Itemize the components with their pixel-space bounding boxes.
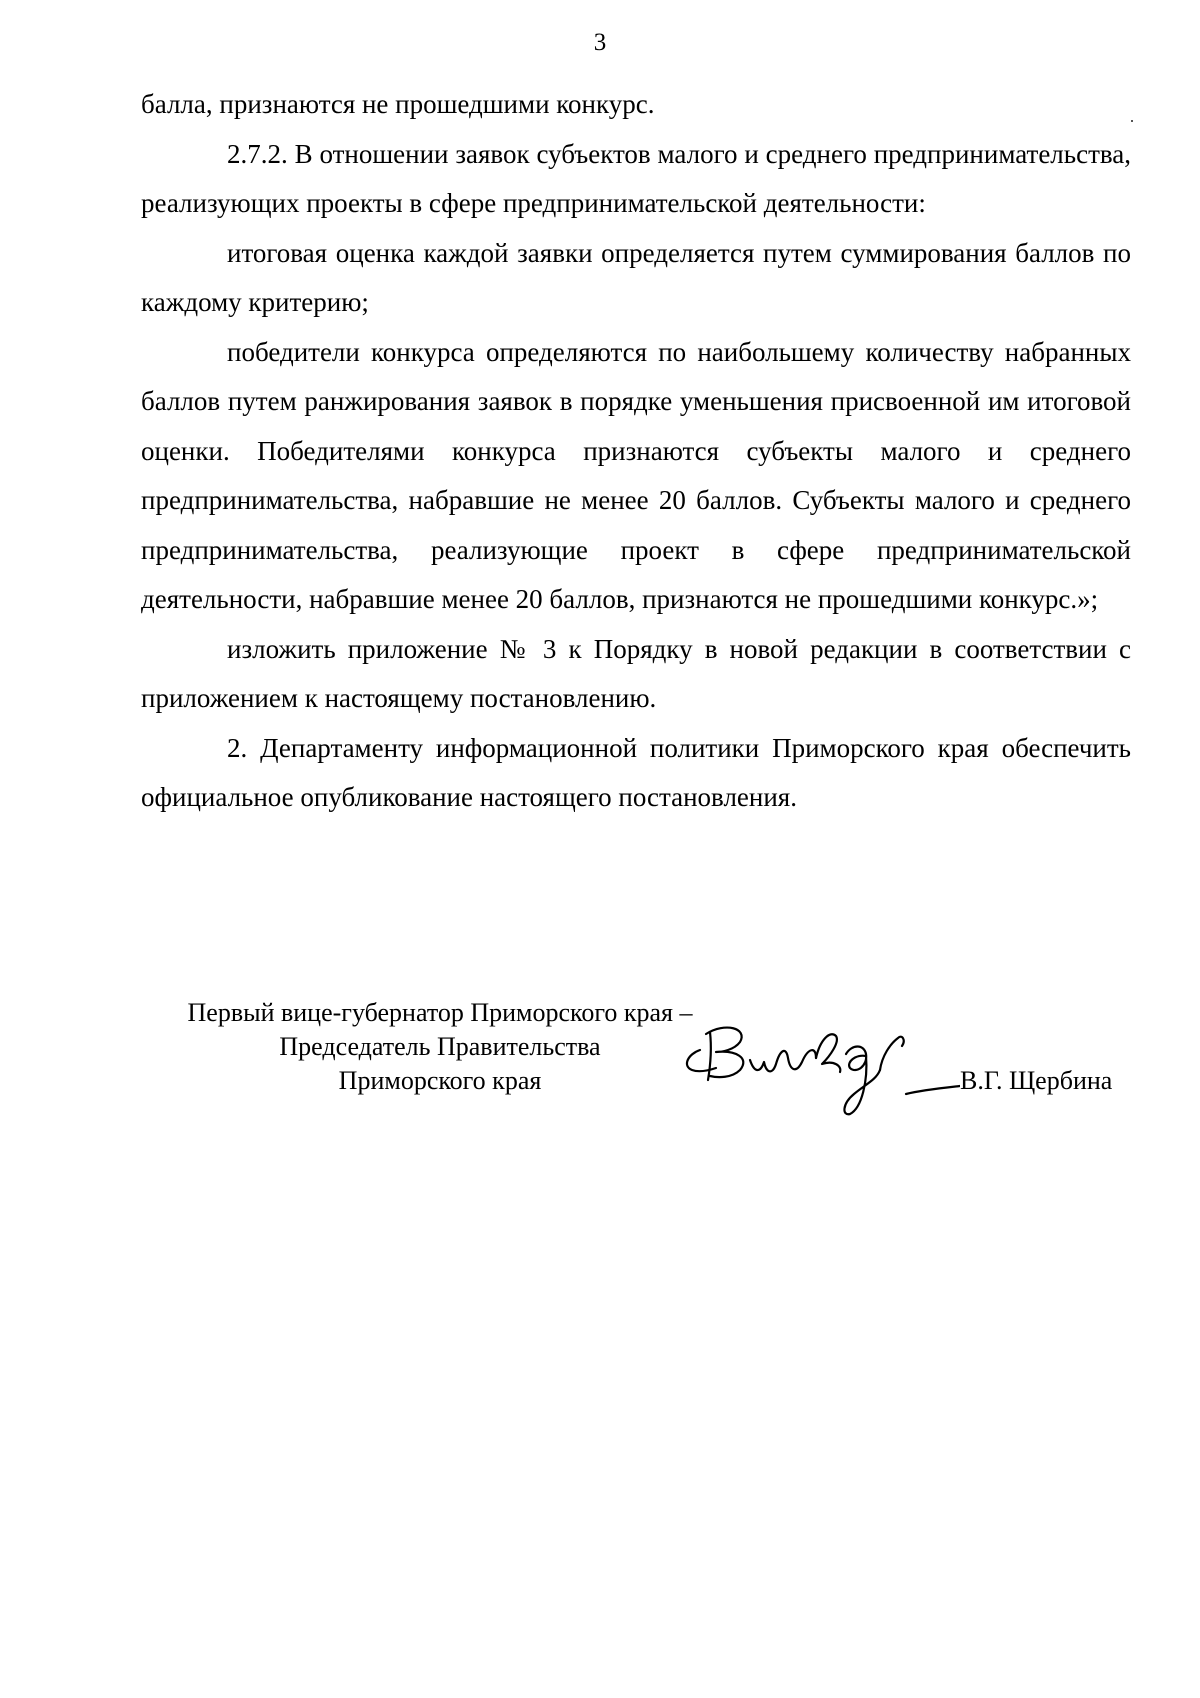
signatory-title <box>140 996 740 1098</box>
handwritten-signature <box>670 1010 960 1120</box>
signatory-title-line-1: Первый вице-губернатор Приморского края – <box>187 998 693 1027</box>
paragraph-publication: 2. Департаменту информационной политики Приморского края обеспечить официальное опубликование настоящего постановления. <box>141 732 1131 812</box>
paragraph-appendix: изложить приложение № 3 к Порядку в новой редакции в соответствии с приложением к настоящему постановлению. <box>141 633 1131 713</box>
document-body <box>141 80 1131 823</box>
signatory-title-line-2: Председатель Правительства <box>279 1032 601 1061</box>
page-number: 3 <box>593 29 607 56</box>
signatory-title-line-3: Приморского края <box>338 1066 542 1095</box>
paragraph-winners: победители конкурса определяются по наибольшему количеству набранных баллов путем ранжирования заявок в порядке уменьшения присвоенной им итоговой оценки. Победителями конкурса признаются субъекты малого и среднего предпринимательства, набравшие не менее 20 баллов. Субъекты малого и среднего предпринимательства, реализующие проект в сфере предпринимательской деятельности, набравшие менее 20 баллов, признаются не прошедшими конкурс.»; <box>141 336 1131 614</box>
signer-name: В.Г. Щербина <box>960 1066 1113 1095</box>
paragraph-continuation: балла, признаются не прошедшими конкурс. <box>141 89 655 119</box>
paragraph-clause-2-7-2: 2.7.2. В отношении заявок субъектов малого и среднего предпринимательства, реализующих проекты в сфере предпринимательской деятельности: <box>141 138 1131 218</box>
paragraph-final-score: итоговая оценка каждой заявки определяется путем суммирования баллов по каждому критерию; <box>141 237 1131 317</box>
scan-speck <box>1131 120 1133 122</box>
